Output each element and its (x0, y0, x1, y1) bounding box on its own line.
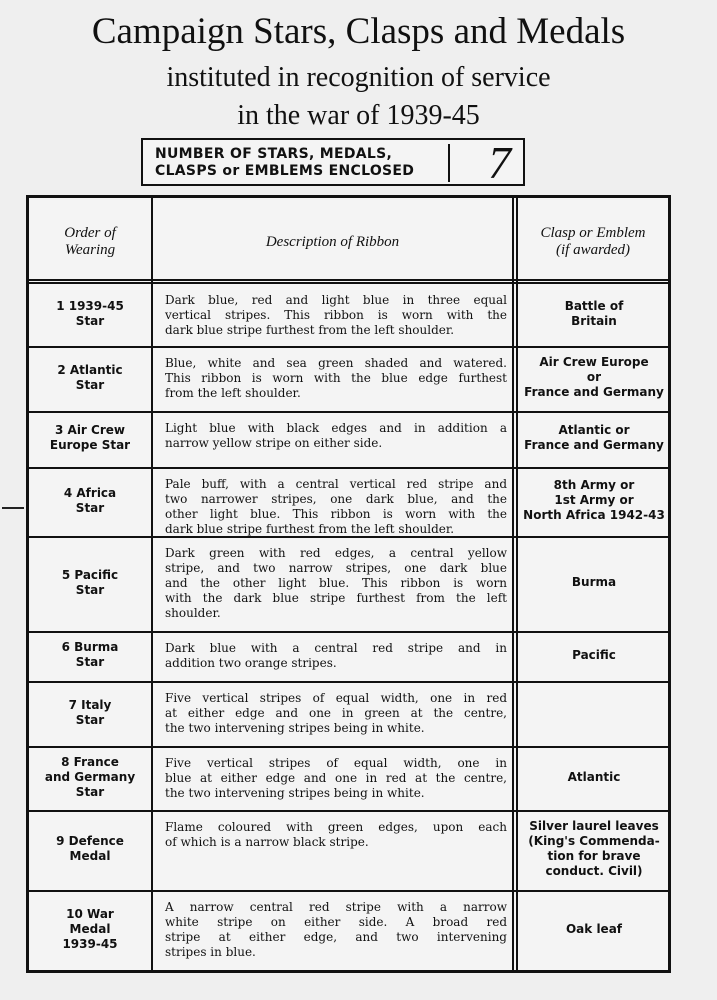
row-clasp-line: Burma (571, 575, 617, 589)
page-subtitle-line1: instituted in recognition of service (166, 62, 551, 93)
row-order-line: Medal (69, 922, 111, 936)
row-description-line: from the left shoulder. (165, 386, 301, 400)
row-order (33, 698, 147, 728)
header-order-line1: Order of (64, 225, 116, 241)
row-description (165, 356, 507, 401)
row-description-line: A narrow central red stripe with a narrow (165, 900, 507, 914)
row-divider (29, 810, 668, 812)
row-description (165, 546, 507, 621)
row-description-line: Five vertical stripes of equal width, one in (165, 756, 507, 770)
row-clasp-line: Pacific (572, 647, 616, 662)
row-order (33, 907, 147, 952)
header-clasp-line1: Clasp or Emblem (540, 225, 646, 241)
row-order-line: 5 Pacific (61, 567, 119, 582)
row-description-line: vertical stripes. This ribbon is worn with the (165, 308, 507, 322)
row-description-line: Pale buff, with a central vertical red stripe and (165, 477, 507, 491)
row-order-line: Star (75, 712, 105, 727)
row-description-line: two narrower stripes, one dark blue, and the (165, 492, 507, 506)
row-clasp-line: or (586, 370, 602, 384)
row-description-line: narrow yellow stripe on either side. (165, 436, 383, 450)
row-description (165, 293, 507, 338)
header-order-line2: Wearing (64, 242, 116, 258)
row-order-line: Star (75, 377, 105, 392)
row-description-line: dark blue stripe furthest from the left shoulder. (165, 323, 455, 337)
row-divider (29, 346, 668, 348)
row-description-line: This ribbon is worn with the blue edge furthest (165, 371, 507, 385)
row-divider (29, 411, 668, 413)
row-clasp-line: France and Germany (524, 438, 664, 452)
row-order-line: 3 Air Crew (55, 423, 125, 437)
row-description-line: other light blue. This ribbon is worn with the (165, 507, 507, 521)
row-description-line: shoulder. (165, 606, 221, 620)
row-clasp (518, 299, 670, 329)
row-clasp (518, 819, 670, 879)
row-order-line: 4 Africa (63, 485, 117, 500)
row-description-line: Dark green with red edges, a central yellow (165, 546, 507, 560)
row-clasp-line: tion for brave (547, 849, 641, 863)
row-order-line: Medal (69, 849, 111, 863)
row-clasp-line: Britain (571, 313, 617, 328)
row-order (33, 755, 147, 800)
row-order (33, 568, 147, 598)
header-clasp (518, 225, 668, 259)
row-order-line: 1 1939-45 (56, 298, 124, 313)
row-clasp-line: Atlantic or (558, 423, 630, 437)
header-divider (29, 279, 668, 281)
row-divider (29, 681, 668, 683)
enclosed-count-box (141, 138, 525, 186)
row-description-line: stripe, and two narrow stripes, one dark blue (165, 561, 507, 575)
row-description-line: with the dark blue stripe furthest from the left (165, 591, 507, 605)
row-description-line: blue at either edge and one in red at the centre, (165, 771, 507, 785)
row-description (165, 900, 507, 960)
header-order (29, 225, 151, 259)
row-description-line: the two intervening stripes being in white. (165, 721, 425, 735)
row-clasp (518, 770, 670, 785)
page-subtitle-line2: in the war of 1939-45 (237, 100, 480, 131)
row-divider (29, 467, 668, 469)
row-clasp (518, 478, 670, 523)
row-order-line: and Germany (44, 769, 136, 784)
row-clasp (518, 648, 670, 663)
row-order-line: Star (75, 313, 105, 328)
row-description-line: addition two orange stripes. (165, 656, 337, 670)
row-description-line: the two intervening stripes being in white. (165, 786, 425, 800)
count-label-line1: NUMBER OF STARS, MEDALS, (155, 146, 393, 162)
row-order-line: Star (75, 582, 105, 597)
row-description-line: at either edge and one in green at the centre, (165, 706, 507, 720)
row-divider (29, 890, 668, 892)
count-divider (448, 144, 450, 182)
row-description (165, 421, 507, 451)
row-description-line: Light blue with black edges and in addition a (165, 421, 507, 435)
row-clasp-line: France and Germany (524, 385, 664, 399)
row-order-line: Star (75, 784, 105, 799)
header-description: Description of Ribbon (265, 234, 400, 250)
row-clasp-line: Battle of (564, 298, 624, 313)
row-description-line: Blue, white and sea green shaded and watered. (165, 356, 507, 370)
row-description-line: and the other light blue. This ribbon is worn (165, 576, 507, 590)
row-clasp-line: 8th Army or (553, 478, 635, 492)
page-title: Campaign Stars, Clasps and Medals (91, 11, 626, 52)
row-order-line: 9 Defence (56, 834, 124, 848)
margin-mark (2, 507, 24, 509)
row-description-line: Dark blue with a central red stripe and in (165, 641, 507, 655)
row-clasp-line: Air Crew Europe (539, 355, 649, 369)
row-description-line: Flame coloured with green edges, upon each (165, 820, 507, 834)
count-label-line2: CLASPS or EMBLEMS ENCLOSED (155, 163, 415, 179)
row-divider (29, 746, 668, 748)
row-clasp-line: Silver laurel leaves (529, 819, 659, 833)
row-order (33, 299, 147, 329)
row-order-line: Star (75, 500, 105, 515)
row-clasp-line: North Africa 1942-43 (523, 508, 665, 522)
row-order-line: 8 France (61, 754, 119, 769)
row-description-line: stripe at either edge, and two intervening (165, 930, 507, 944)
row-description-line: Five vertical stripes of equal width, one in red (165, 691, 507, 705)
row-clasp (518, 922, 670, 937)
row-order-line: Europe Star (49, 438, 131, 452)
row-clasp-line: Atlantic (567, 769, 621, 784)
row-description-line: of which is a narrow black stripe. (165, 835, 369, 849)
header-clasp-line2: (if awarded) (555, 242, 631, 258)
row-description (165, 820, 507, 850)
row-clasp (518, 355, 670, 400)
row-clasp (518, 575, 670, 590)
row-clasp-line: conduct. Civil) (545, 864, 643, 878)
row-clasp-line: 1st Army or (554, 493, 634, 507)
row-order-line: Star (75, 655, 105, 669)
row-description-line: Dark blue, red and light blue in three equal (165, 293, 507, 307)
row-order (33, 423, 147, 453)
row-description (165, 641, 507, 671)
row-order (33, 486, 147, 516)
row-order (33, 363, 147, 393)
row-clasp-line: Oak leaf (565, 922, 623, 936)
row-order (33, 640, 147, 670)
row-order-line: 7 Italy (68, 697, 112, 712)
row-description-line: white stripe on either side. A broad red (165, 915, 507, 929)
row-order-line: 1939-45 (62, 937, 118, 951)
row-description (165, 477, 507, 537)
header-divider (29, 282, 668, 284)
row-description (165, 691, 507, 736)
row-clasp-line: (King's Commenda- (528, 834, 660, 848)
medals-table (26, 195, 671, 973)
row-description-line: dark blue stripe furthest from the left shoulder. (165, 522, 455, 536)
enclosed-count-label (155, 146, 445, 180)
row-order-line: 6 Burma (61, 640, 119, 654)
row-order-line: 10 War (66, 907, 114, 921)
column-divider (151, 198, 153, 970)
row-divider (29, 631, 668, 633)
row-order-line: 2 Atlantic (57, 362, 123, 377)
row-order (33, 834, 147, 864)
row-description (165, 756, 507, 801)
row-description-line: stripes in blue. (165, 945, 256, 959)
enclosed-count-value: 7 (488, 137, 511, 188)
column-divider (512, 198, 514, 970)
row-clasp (518, 423, 670, 453)
